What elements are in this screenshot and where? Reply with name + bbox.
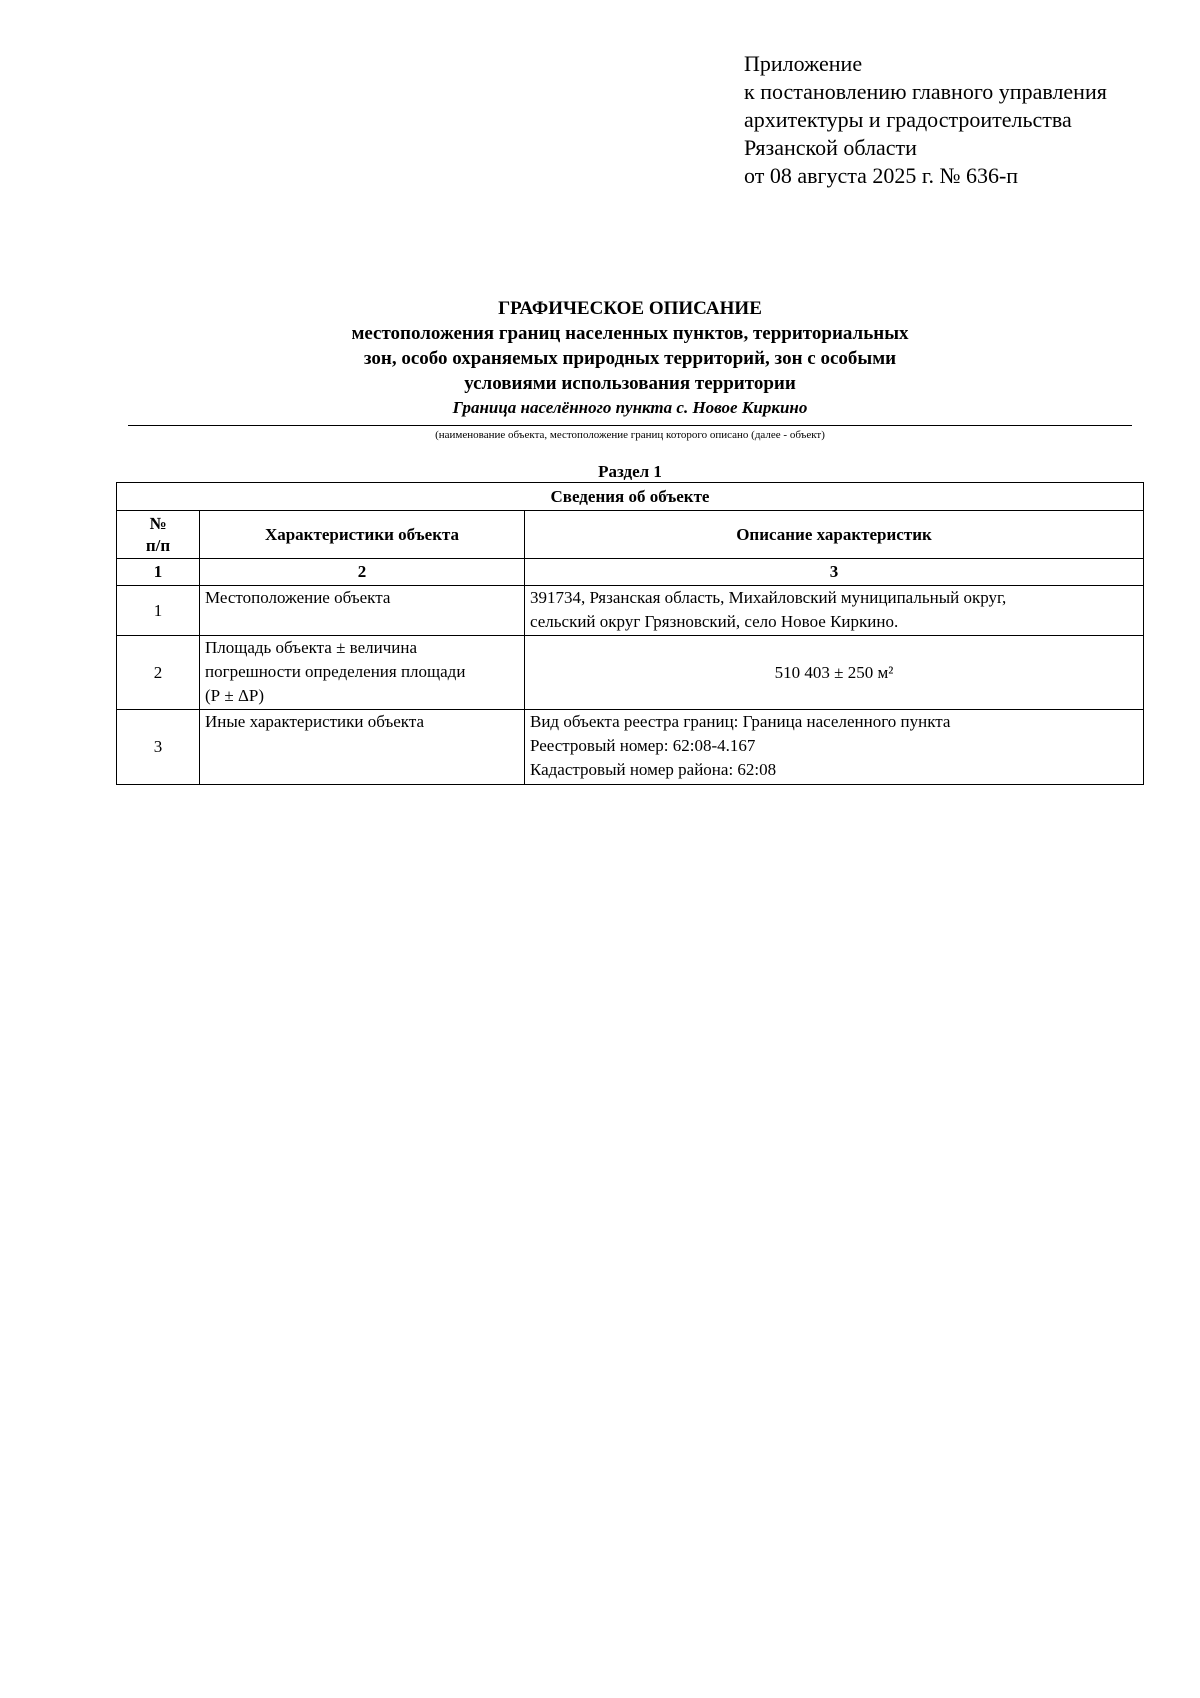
characteristic-line: Площадь объекта ± величина (205, 638, 418, 657)
appendix-date-line: от 08 августа 2025 г. № 636-п (744, 163, 1019, 188)
description-line: сельский округ Грязновский, село Новое Киркино. (530, 612, 899, 631)
row-number: 2 (117, 636, 200, 710)
table-row (117, 710, 1144, 785)
characteristic-line: (Р ± ΔР) (205, 686, 264, 705)
header-number (117, 511, 200, 559)
appendix-line: Рязанской области (744, 135, 917, 160)
column-number: 1 (117, 559, 200, 586)
document-subtitle-line: условиями использования территории (464, 373, 796, 394)
row-description: 510 403 ± 250 м² (525, 636, 1144, 710)
table-caption: Сведения об объекте (117, 483, 1144, 511)
row-number: 3 (117, 710, 200, 785)
column-number: 2 (200, 559, 525, 586)
document-subtitle-line: зон, особо охраняемых природных территорий, зон с особыми (363, 348, 897, 369)
object-name: Граница населённого пункта с. Новое Киркино (452, 398, 808, 417)
document-title: ГРАФИЧЕСКОЕ ОПИСАНИЕ (498, 298, 762, 319)
header-description: Описание характеристик (525, 511, 1144, 559)
description-line: Реестровый номер: 62:08-4.167 (530, 736, 756, 755)
row-characteristic: Иные характеристики объекта (200, 710, 525, 785)
document-title-block (100, 296, 1160, 420)
document-subtitle-line: местоположения границ населенных пунктов, территориальных (351, 323, 909, 344)
header-characteristics: Характеристики объекта (200, 511, 525, 559)
table-header-row (117, 511, 1144, 559)
section-title: Раздел 1 (598, 462, 662, 481)
row-characteristic (200, 636, 525, 710)
column-number-row (117, 559, 1144, 586)
header-number-symbol: № (149, 513, 167, 533)
column-number: 3 (525, 559, 1144, 586)
row-description (525, 710, 1144, 785)
appendix-line: архитектуры и градостроительства (744, 107, 1072, 132)
table-caption-row (117, 483, 1144, 511)
header-number-label: п/п (145, 535, 171, 555)
object-info-table (116, 482, 1144, 785)
description-line: 391734, Рязанская область, Михайловский муниципальный округ, (530, 588, 1007, 607)
appendix-header (744, 50, 1164, 190)
table-row (117, 636, 1144, 710)
row-description (525, 586, 1144, 636)
object-caption: (наименование объекта, местоположение границ которого описано (далее - объект) (435, 429, 825, 441)
description-line: Вид объекта реестра границ: Граница населенного пункта (530, 712, 951, 731)
row-number: 1 (117, 586, 200, 636)
description-line: Кадастровый номер района: 62:08 (530, 760, 777, 779)
appendix-line: Приложение (744, 51, 863, 76)
appendix-line: к постановлению главного управления (744, 79, 1107, 104)
row-characteristic: Местоположение объекта (200, 586, 525, 636)
object-name-underline (128, 425, 1132, 426)
characteristic-line: погрешности определения площади (205, 662, 466, 681)
table-row (117, 586, 1144, 636)
